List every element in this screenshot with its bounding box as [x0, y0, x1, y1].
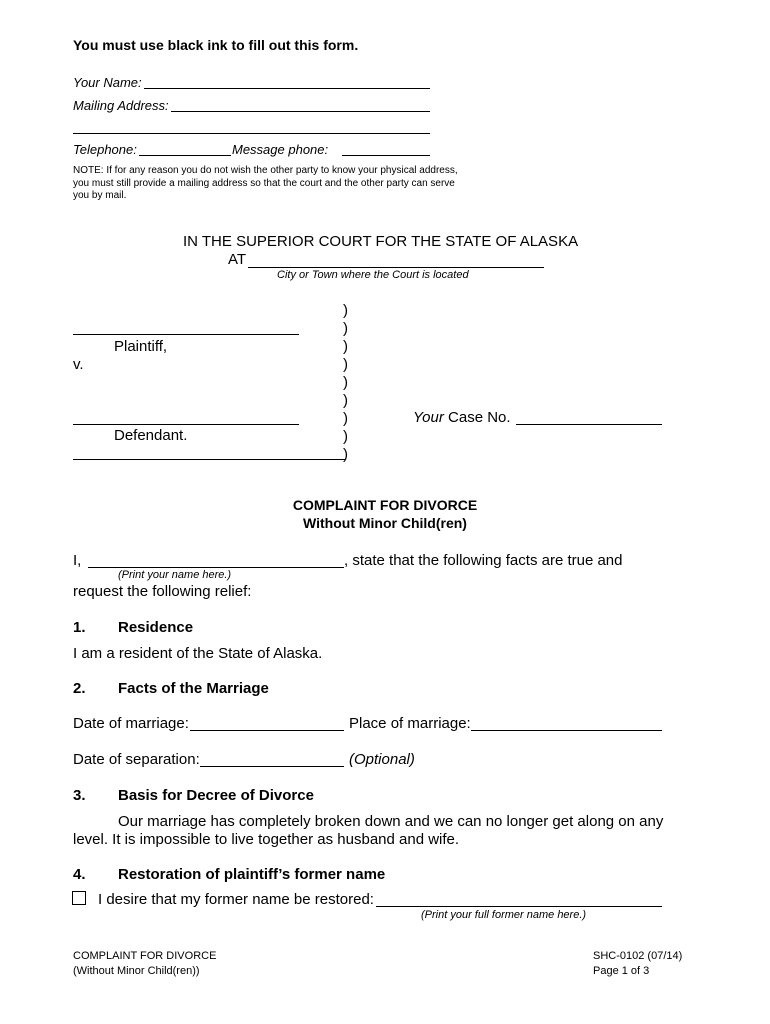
restore-name-checkbox[interactable] [72, 891, 86, 905]
optional-note: (Optional) [349, 751, 415, 768]
defendant-label: Defendant. [114, 427, 188, 444]
note-line-3: you by mail. [73, 190, 127, 201]
case-number-field[interactable] [516, 410, 662, 425]
form-number: SHC-0102 (07/14) [593, 950, 683, 962]
document-title: COMPLAINT FOR DIVORCE [292, 497, 478, 513]
caption-paren: ) [343, 410, 348, 427]
section-1-text: I am a resident of the State of Alaska. [73, 645, 323, 662]
date-of-marriage-label: Date of marriage: [73, 715, 189, 732]
court-location-hint: City or Town where the Court is located [277, 269, 469, 281]
message-phone-field[interactable] [342, 141, 430, 156]
date-of-separation-label: Date of separation: [73, 751, 200, 768]
section-1-title: Residence [118, 619, 194, 636]
versus-label: v. [73, 356, 84, 373]
caption-paren: ) [343, 446, 348, 463]
caption-paren: ) [343, 302, 348, 319]
document-subtitle: Without Minor Child(ren) [303, 515, 467, 531]
case-number-your: Your [413, 409, 444, 426]
restore-name-label: I desire that my former name be restored: [98, 891, 374, 908]
place-of-marriage-label: Place of marriage: [349, 715, 471, 732]
court-location-field[interactable] [248, 253, 544, 268]
note-line-2: you must still provide a mailing address so that the court and the other party can serve [73, 178, 455, 189]
section-3-number: 3. [73, 787, 86, 804]
case-number-label [413, 409, 511, 426]
note-line-1: NOTE: If for any reason you do not wish the other party to know your physical address, [73, 165, 458, 176]
former-name-hint: (Print your full former name here.) [421, 909, 587, 921]
intro-statement: , state that the following facts are true and [344, 552, 623, 569]
plaintiff-label: Plaintiff, [114, 338, 168, 355]
footer-title: COMPLAINT FOR DIVORCE [73, 950, 217, 962]
intro-continuation: request the following relief: [73, 583, 252, 600]
former-name-field[interactable] [376, 892, 662, 907]
section-2-title: Facts of the Marriage [118, 680, 269, 697]
name-hint: (Print your name here.) [118, 569, 232, 581]
caption-paren: ) [343, 392, 348, 409]
place-of-marriage-field[interactable] [471, 716, 662, 731]
section-2-number: 2. [73, 680, 86, 697]
your-name-field[interactable] [144, 74, 430, 89]
defendant-name-field[interactable] [73, 410, 299, 425]
mailing-address-line2-field[interactable] [73, 119, 430, 134]
petitioner-name-field[interactable] [88, 553, 344, 568]
section-3-title: Basis for Decree of Divorce [118, 787, 314, 804]
ink-notice: You must use black ink to fill out this form. [73, 37, 359, 53]
section-4-number: 4. [73, 866, 86, 883]
caption-paren: ) [343, 374, 348, 391]
case-number-text: Case No. [448, 409, 511, 426]
message-phone-label: Message phone: [232, 142, 329, 157]
caption-paren: ) [343, 428, 348, 445]
section-3-line-2: level. It is impossible to live together as husband and wife. [73, 831, 460, 848]
section-1-number: 1. [73, 619, 86, 636]
court-title: IN THE SUPERIOR COURT FOR THE STATE OF ALASKA [183, 233, 579, 250]
caption-paren: ) [343, 320, 348, 337]
court-at-label: AT [228, 251, 247, 268]
intro-i-label: I, [73, 552, 82, 569]
page-number: Page 1 of 3 [593, 965, 650, 977]
plaintiff-name-field[interactable] [73, 320, 299, 335]
telephone-label: Telephone: [73, 142, 137, 157]
mailing-address-label: Mailing Address: [73, 98, 169, 113]
section-4-title: Restoration of plaintiff’s former name [118, 866, 386, 883]
date-of-marriage-field[interactable] [190, 716, 344, 731]
your-name-label: Your Name: [73, 75, 142, 90]
footer-subtitle: (Without Minor Child(ren)) [73, 965, 200, 977]
caption-paren: ) [343, 338, 348, 355]
telephone-field[interactable] [139, 141, 231, 156]
caption-paren: ) [343, 356, 348, 373]
mailing-address-field[interactable] [171, 97, 430, 112]
section-3-line-1: Our marriage has completely broken down and we can no longer get along on any [118, 813, 664, 830]
caption-bottom-line [73, 459, 345, 460]
date-of-separation-field[interactable] [200, 752, 344, 767]
